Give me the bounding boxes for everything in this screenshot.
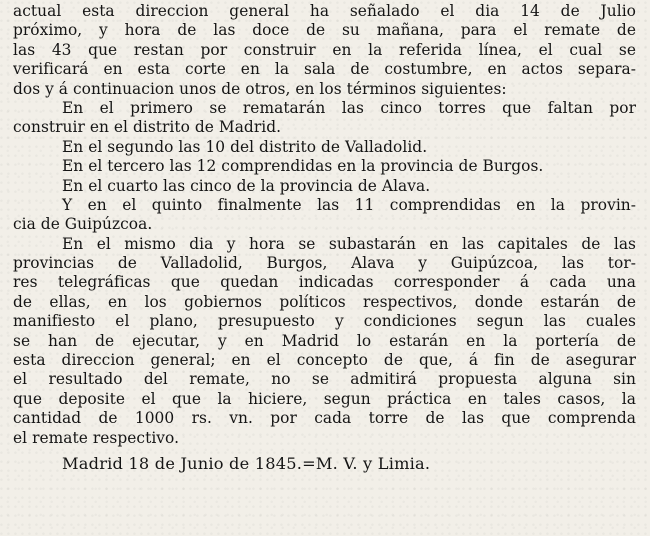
text-line-19: esta direccion general; en el concepto de que, á fin de asegurar	[13, 351, 636, 370]
text-line-4: verificará en esta corte en la sala de costumbre, en actos separa-	[13, 60, 636, 79]
text-line-17: manifiesto el plano, presupuesto y condiciones segun las cuales	[13, 312, 636, 331]
text-line-15: res telegráficas que quedan indicadas corresponder á cada una	[13, 273, 636, 292]
text-line-10: En el cuarto las cinco de la provincia de Alava.	[62, 176, 431, 195]
signature-line: Madrid 18 de Junio de 1845.=M. V. y Limia.	[62, 453, 431, 473]
text-line-18: se han de ejecutar, y en Madrid lo estarán en la portería de	[13, 331, 636, 350]
text-line-1: actual esta direccion general ha señalado el dia 14 de Julio	[13, 2, 636, 20]
text-line-3: las 43 que restan por construir en la referida línea, el cual se	[13, 40, 636, 59]
text-line-22: cantidad de 1000 rs. vn. por cada torre de las que comprenda	[13, 409, 636, 428]
text-line-12: cia de Guipúzcoa.	[13, 215, 153, 234]
text-line-9: En el tercero las 12 comprendidas en la provincia de Burgos.	[62, 157, 544, 176]
text-line-6: En el primero se rematarán las cinco torres que faltan por	[62, 98, 636, 117]
text-line-8: En el segundo las 10 del distrito de Valladolid.	[62, 137, 428, 156]
text-line-5: dos y á continuacion unos de otros, en los términos siguientes:	[13, 79, 507, 98]
text-line-20: el resultado del remate, no se admitirá propuesta alguna sin	[13, 370, 636, 389]
article-text	[13, 2, 636, 473]
text-line-23: el remate respectivo.	[13, 428, 180, 447]
text-line-7: construir en el distrito de Madrid.	[13, 118, 282, 137]
text-line-2: próximo, y hora de las doce de su mañana, para el remate de	[13, 21, 636, 40]
text-line-14: provincias de Valladolid, Burgos, Alava y Guipúzcoa, las tor-	[13, 254, 636, 273]
text-line-21: que deposite el que la hiciere, segun práctica en tales casos, la	[13, 389, 636, 408]
text-line-16: de ellas, en los gobiernos políticos respectivos, donde estarán de	[13, 292, 636, 311]
text-line-13: En el mismo dia y hora se subastarán en las capitales de las	[62, 234, 636, 253]
text-line-11: Y en el quinto finalmente las 11 comprendidas en la provin-	[62, 195, 636, 214]
